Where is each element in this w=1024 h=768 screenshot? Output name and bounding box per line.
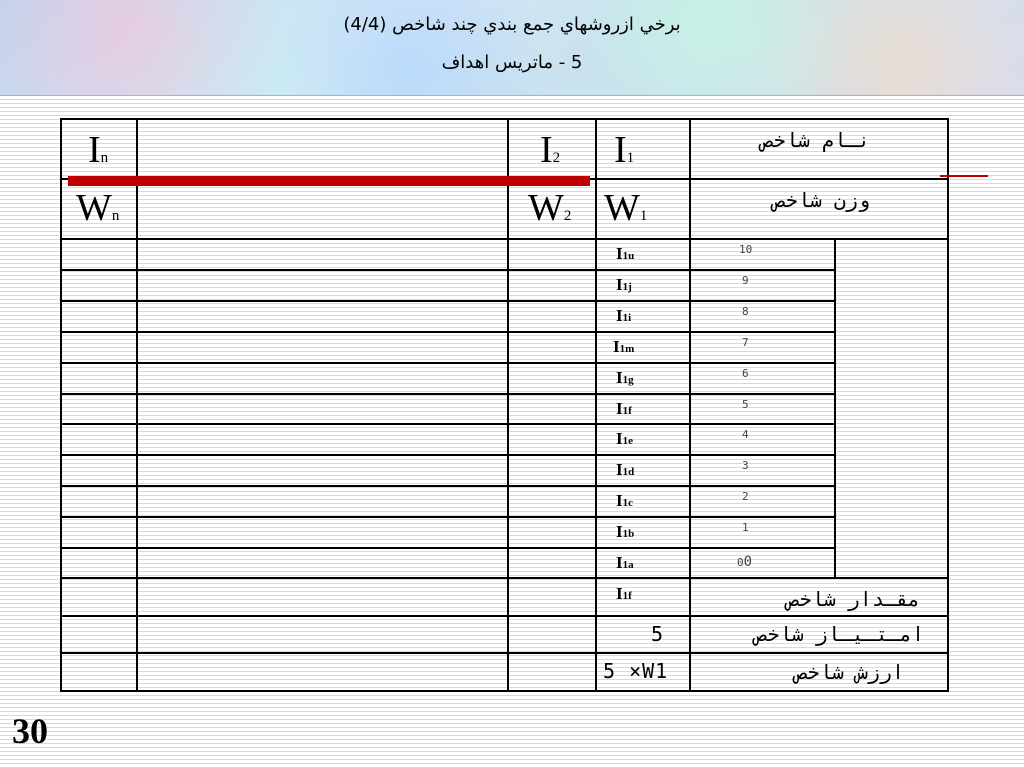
weight-wn: Wn xyxy=(76,187,120,229)
row-divider xyxy=(60,300,836,302)
row-divider xyxy=(60,652,949,654)
scale-value: 7 xyxy=(742,336,749,349)
scale-value: 4 xyxy=(742,428,749,441)
red-highlight-bar xyxy=(68,176,590,186)
scale-value: 00 xyxy=(737,554,753,570)
criterion-name-label: نـام شاخص xyxy=(761,128,870,152)
level-label: I1j xyxy=(616,275,632,294)
row-divider xyxy=(60,577,949,579)
criterion-score-value: 5 xyxy=(651,622,664,646)
level-label: I1a xyxy=(616,553,634,572)
column-divider xyxy=(595,118,597,692)
level-label: I1c xyxy=(616,491,634,510)
scale-value: 5 xyxy=(742,398,749,411)
row-divider xyxy=(60,362,836,364)
level-label: I1e xyxy=(616,429,634,448)
level-label: I1d xyxy=(616,460,635,479)
row-divider xyxy=(60,331,836,333)
level-label: I1i xyxy=(616,306,632,325)
scale-value: 8 xyxy=(742,305,749,318)
column-divider xyxy=(689,118,691,692)
weight-w1: W1 xyxy=(604,187,648,229)
scale-value: 10 xyxy=(739,243,753,256)
scale-value: 6 xyxy=(742,367,749,380)
row-divider xyxy=(60,454,836,456)
column-divider xyxy=(834,238,836,579)
level-label: I1b xyxy=(616,522,635,541)
row-divider xyxy=(60,238,949,240)
row-divider xyxy=(60,269,836,271)
criterion-score-label: امـتـيـاز شاخص xyxy=(755,622,924,646)
page-number: 30 xyxy=(12,711,48,751)
row-divider xyxy=(60,485,836,487)
scale-value: 9 xyxy=(742,274,749,287)
row-divider xyxy=(60,547,836,549)
row-divider xyxy=(60,393,836,395)
criterion-weight-label: وزن شاخص xyxy=(773,188,870,212)
level-label: I1f xyxy=(616,399,632,418)
scale-value: 2 xyxy=(742,490,749,503)
criterion-i1: I1 xyxy=(614,129,635,171)
column-divider xyxy=(507,118,509,692)
table-border-bottom xyxy=(60,690,949,692)
criterion-amount-value: I1f xyxy=(616,584,632,603)
red-accent-line xyxy=(940,175,988,177)
criterion-amount-label: مقـدار شاخص xyxy=(787,587,920,611)
slide-subtitle: 5 - ماتريس اهداف xyxy=(441,52,583,73)
criterion-worth-label: ارزش شاخص xyxy=(795,660,904,684)
level-label: I1g xyxy=(616,368,634,387)
criterion-i2: I2 xyxy=(540,129,561,171)
criterion-worth-value: 5 ×W1 xyxy=(603,659,669,683)
row-divider xyxy=(60,423,836,425)
level-label: I1u xyxy=(616,244,635,263)
row-divider xyxy=(60,615,949,617)
table-border-top xyxy=(60,118,949,120)
table-border-right xyxy=(947,118,949,692)
scale-value: 3 xyxy=(742,459,749,472)
row-divider xyxy=(60,516,836,518)
weight-w2: W2 xyxy=(528,187,572,229)
level-label: I1m xyxy=(613,337,635,356)
title-banner xyxy=(0,0,1024,96)
criterion-in: In xyxy=(88,129,109,171)
table-border-left xyxy=(60,118,62,692)
column-divider xyxy=(136,118,138,692)
slide-title: برخي ازروشهاي جمع بندي چند شاخص (4/4) xyxy=(343,14,681,35)
scale-value: 1 xyxy=(742,521,749,534)
